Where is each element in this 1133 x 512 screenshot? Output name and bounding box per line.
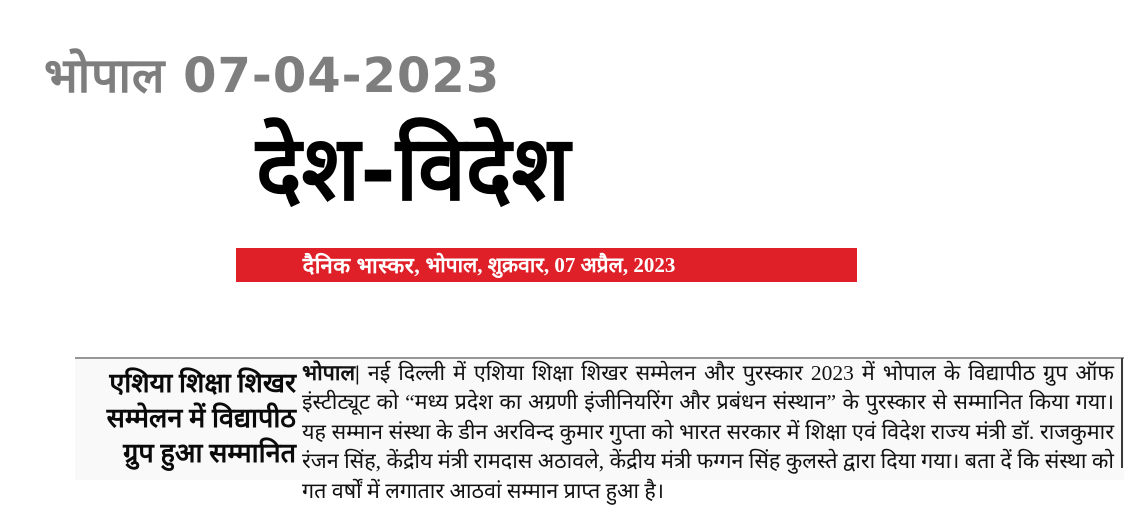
article-dateline: भोपाल| <box>302 361 360 385</box>
article-right-rule <box>1121 358 1123 468</box>
article-body <box>302 359 1114 506</box>
headline-line-3: ग्रुप हुआ सम्मानित <box>123 438 296 468</box>
edition-banner <box>236 248 857 282</box>
headline-line-2: सम्मेलन में विद्यापीठ <box>106 403 296 433</box>
section-masthead-title: देश-विदेश <box>256 115 571 222</box>
edition-details: भोपाल, शुक्रवार, 07 अप्रैल, 2023 <box>420 253 676 277</box>
scan-date-label: भोपाल 07-04-2023 <box>44 48 501 104</box>
article-headline <box>76 366 296 471</box>
paper-name: दैनिक भास्कर, <box>302 253 421 278</box>
headline-line-1: एशिया शिक्षा शिखर <box>109 368 296 398</box>
article-body-text: नई दिल्ली में एशिया शिक्षा शिखर सम्मेलन और पुरस्कार 2023 में भोपाल के विद्यापीठ ग्रुप ऑफ इंस्टीट्यूट को “मध्य प्रदेश का अग्रणी इंजीनियरिंग और प्रबंधन संस्थान” के पुरस्कार से सम्मानित किया गया। यह सम्मान संस्था के डीन अरविन्द कुमार गुप्ता को भारत सरकार में शिक्षा एवं विदेश राज्य मंत्री डॉ. राजकुमार रंजन सिंह, केंद्रीय मंत्री रामदास अठावले, केंद्रीय मंत्री फग्गन सिंह कुलस्ते द्वारा दिया गया। बता दें कि संस्था को गत वर्षों में लगातार आठवां सम्मान प्राप्त हुआ है। <box>302 361 1114 503</box>
